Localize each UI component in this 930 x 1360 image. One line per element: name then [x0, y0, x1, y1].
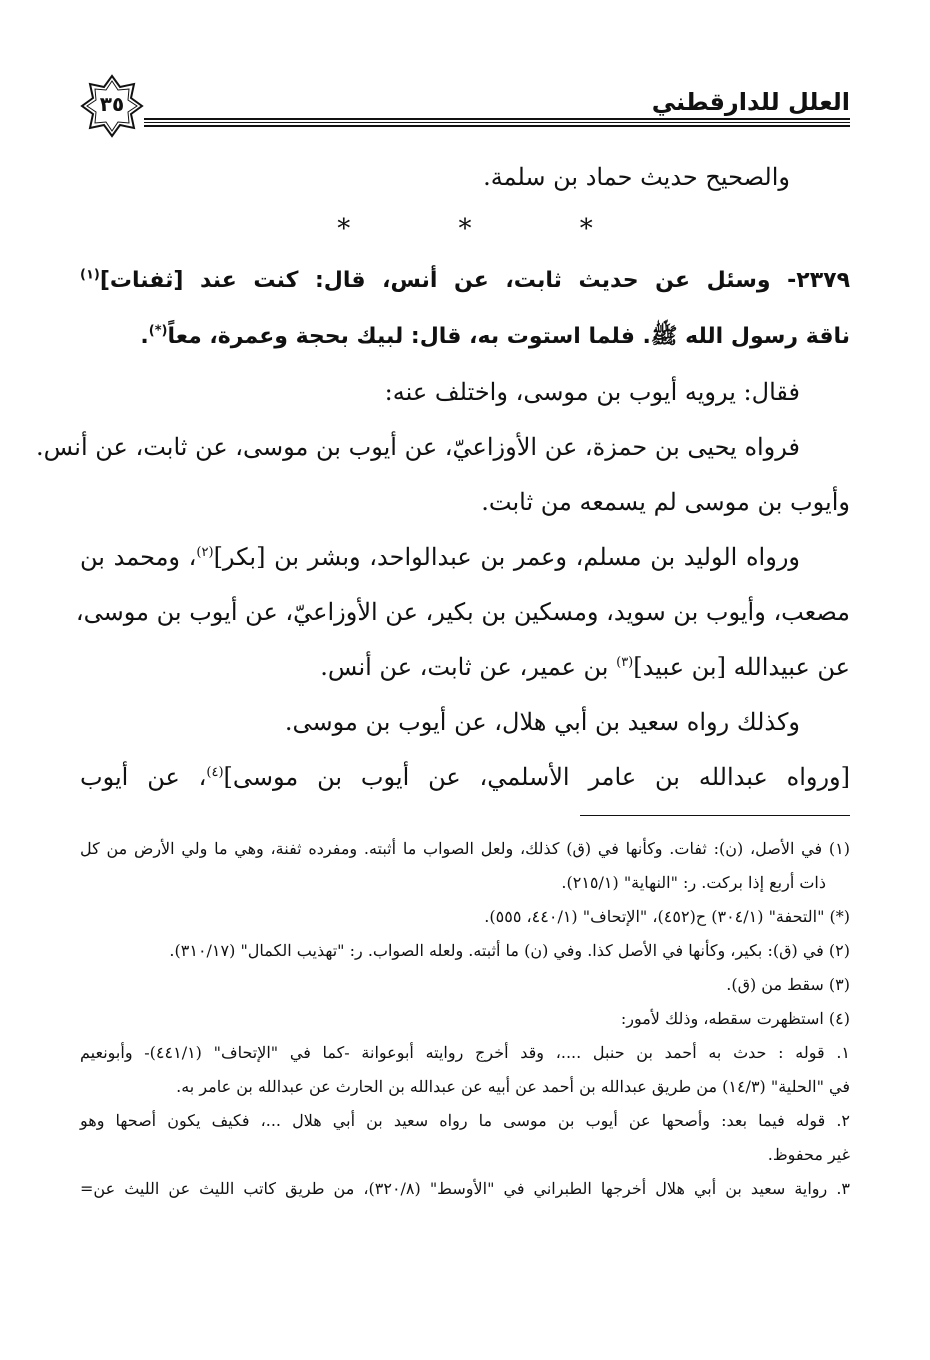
- header-rule: [144, 118, 850, 120]
- footnote-star: (*) "التحفة" (٣٠٤/١) ح(٤٥٢)، "الإتحاف" (٤٤٠/١، ٥٥٥).: [484, 907, 850, 926]
- footnote-separator: [580, 815, 850, 816]
- footnote-4-item-1-cont: في "الحلية" (١٤/٣) من طريق عبدالله بن أحمد عن أبيه عن عبدالله بن الحارث عن عبدالله بن عامر به.: [176, 1077, 850, 1096]
- paragraph-line: [80, 750, 850, 805]
- paragraph-line: [80, 640, 850, 695]
- footnote-ref: (١): [80, 267, 100, 283]
- header-rule: [144, 125, 850, 127]
- paragraph-text: بن عمير، عن ثابت، عن أنس.: [320, 653, 617, 681]
- section-separator: * * *: [337, 214, 643, 244]
- footnote-ref: (٣): [616, 655, 634, 670]
- page-number: ٣٥: [99, 92, 125, 116]
- footnote-4-item-3: ٣. رواية سعيد بن أبي هلال أخرجها الطبراني في "الأوسط" (٣٢٠/٨)، من طريق كاتب الليث عن الليث عن=: [80, 1179, 850, 1198]
- paragraph-line: [80, 530, 850, 585]
- header-rule: [144, 122, 850, 123]
- paragraph-line: وأيوب بن موسى لم يسمعه من ثابت.: [481, 488, 850, 516]
- footnote-ref: (*): [148, 323, 168, 339]
- footnote-4-item-2-cont: غير محفوظ.: [767, 1145, 850, 1164]
- footnote-2: (٢) في (ق): بكير، وكأنها في الأصل كذا. وفي (ن) ما أثبته. ولعله الصواب. ر: "تهذيب الكمال" (٣١٠/١٧).: [169, 941, 850, 960]
- intro-line: والصحيح حديث حماد بن سلمة.: [483, 163, 790, 191]
- footnote-ref: (٢): [196, 545, 214, 560]
- paragraph-text: ورواه الوليد بن مسلم، وعمر بن عبدالواحد، وبشر بن [بكر]: [213, 543, 800, 571]
- footnote-3: (٣) سقط من (ق).: [726, 975, 850, 994]
- paragraph-text: ، ومحمد بن: [80, 543, 197, 571]
- footnote-4-item-1: ١. قوله : حدث به أحمد بن حنبل ....، وقد أخرج روايته أبوعوانة -كما في "الإتحاف" (٤٤١/١)- وأبونعيم: [80, 1043, 850, 1062]
- hadith-text: ٢٣٧٩- وسئل عن حديث ثابت، عن أنس، قال: كنت عند [ثفنات]: [99, 268, 850, 293]
- running-title: العلل للدارقطني: [651, 88, 850, 116]
- hadith-text: .: [140, 324, 149, 349]
- footnote-1-cont: ذات أربع إذا بركت. ر: "النهاية" (٢١٥/١).: [561, 873, 826, 892]
- hadith-text: ناقة رسول الله ﷺ. فلما استوت به، قال: لبيك بحجة وعمرة، معاً: [167, 324, 850, 349]
- page-header: [80, 74, 850, 134]
- hadith-heading-line-1: [80, 253, 850, 309]
- footnotes: [80, 832, 850, 1206]
- footnote-1: (١) في الأصل، (ن): ثفات. وكأنها في (ق) كذلك، ولعل الصواب ما أثبته. ومفرده ثفنة، وهي ما ولي الأرض من كل: [80, 839, 851, 858]
- paragraph: وكذلك رواه سعيد بن أبي هلال، عن أيوب بن موسى.: [284, 708, 800, 736]
- footnote-4-item-2: ٢. قوله فيما بعد: وأصحها عن أيوب بن موسى ما رواه سعيد بن أبي هلال ...، فكيف يكون أصحها وهو: [80, 1111, 851, 1130]
- footnote-4: (٤) استظهرت سقطه، وذلك لأمور:: [620, 1009, 850, 1028]
- footnote-ref: (٤): [206, 765, 224, 780]
- main-text: [36, 150, 851, 805]
- paragraph-text: [ورواه عبدالله بن عامر الأسلمي، عن أيوب بن موسى]: [223, 763, 851, 791]
- paragraph: فقال: يرويه أيوب بن موسى، واختلف عنه:: [384, 378, 800, 406]
- paragraph-text: ، عن أيوب: [80, 763, 207, 791]
- paragraph-text: عن عبيدالله [بن عبيد]: [633, 653, 850, 681]
- hadith-heading-line-2: [80, 309, 850, 365]
- paragraph-line: فرواه يحيى بن حمزة، عن الأوزاعيّ، عن أيوب بن موسى، عن ثابت، عن أنس.: [36, 433, 800, 461]
- page-number-ornament: [80, 74, 144, 138]
- paragraph-line: مصعب، وأيوب بن سويد، ومسكين بن بكير، عن الأوزاعيّ، عن أيوب بن موسى،: [75, 598, 850, 626]
